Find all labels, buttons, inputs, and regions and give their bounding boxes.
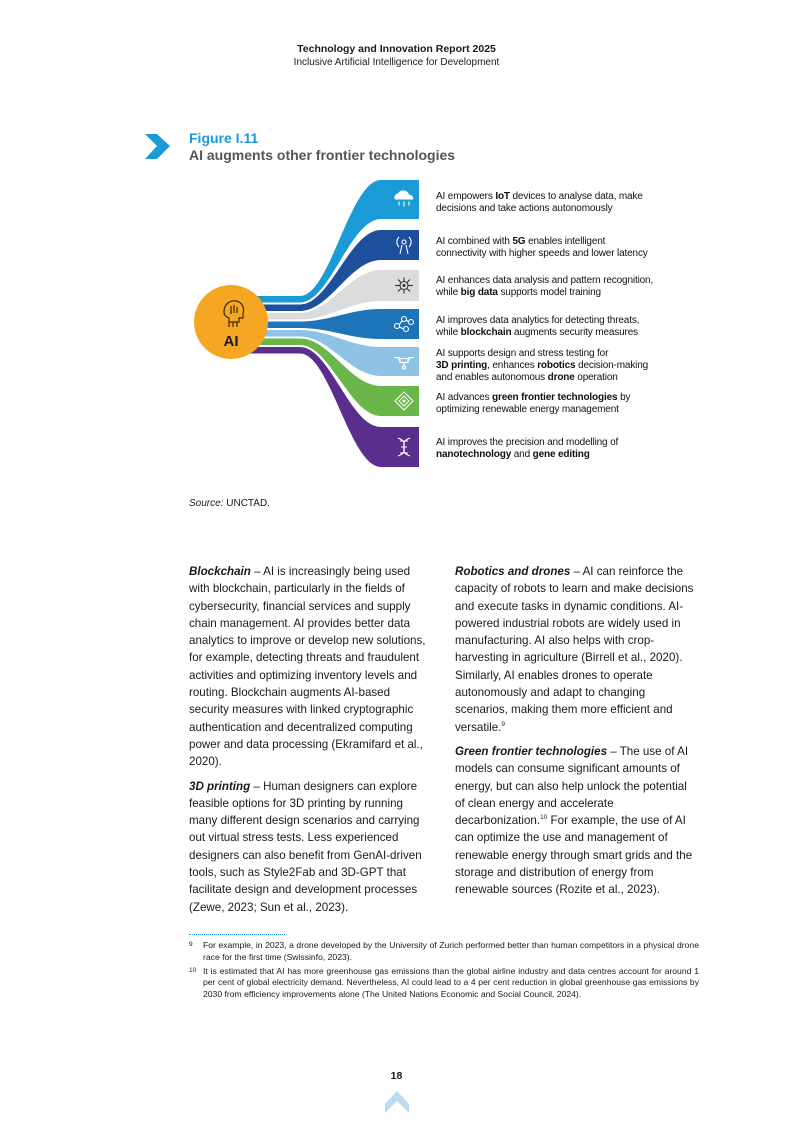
back-to-top-icon[interactable]: [384, 1090, 410, 1114]
tech-text: AI empowers: [436, 191, 496, 202]
page-number: 18: [390, 1070, 403, 1082]
tech-text: AI combined with: [436, 236, 513, 247]
paragraph-text: – AI is increasingly being used with blockchain, particularly in the fields of cybersecurity, financial services and supply chain management. AI provides better data analytics to improve or develop new solutions, for example, detecting threats and fraudulent activities and optimizing inventory levels and routing. Blockchain augments AI-based security measures with linked cryptographic authentication and decentralized computing power and data processing (Ekramifard et al., 2020).: [189, 565, 426, 769]
paragraph-heading: 3D printing: [189, 779, 251, 793]
tech-keyword: green frontier technologies: [492, 392, 618, 403]
tech-text: decisions and take actions autonomously: [436, 203, 613, 214]
footnote-number: 10: [189, 966, 197, 974]
tech-box: [381, 230, 419, 260]
footnote-separator: [189, 934, 285, 935]
tech-text: supports model training: [497, 287, 601, 298]
body-column-right: [455, 563, 697, 906]
figure-source: [189, 498, 270, 509]
source-label: Source:: [189, 498, 224, 509]
report-subtitle: Inclusive Artificial Intelligence for Development: [293, 57, 500, 68]
footnote-ref[interactable]: 10: [540, 814, 548, 822]
footnote: [189, 966, 699, 1001]
paragraph-text: – The use of AI models can consume significant amounts of energy, but can also help unlock the potential of clean energy and accelerate decarbonization.: [455, 744, 689, 828]
tech-box: [381, 427, 419, 467]
tech-description: [436, 348, 686, 384]
tech-text: AI advances: [436, 392, 493, 403]
tech-text: and: [511, 449, 533, 460]
footnote: [189, 940, 699, 964]
paragraph-text: – Human designers can explore feasible options for 3D printing by running many different design scenarios and carrying out virtual stress tests. Less experienced designers can also benefit from GenAI-driven tools, such as Style2Fab and 3D-GPT that facilitate design and development processes (Zewe, 2023; Sun et al., 2023).: [189, 779, 422, 914]
tech-keyword: blockchain: [460, 327, 512, 338]
tech-keyword: gene editing: [532, 449, 590, 460]
tech-keyword: IoT: [495, 191, 510, 202]
footnote-ref[interactable]: 9: [501, 720, 506, 728]
tech-text: augments security measures: [511, 327, 638, 338]
tech-keyword: drone: [547, 372, 575, 383]
source-text: UNCTAD.: [223, 498, 270, 509]
tech-keyword: 3D printing: [436, 360, 488, 371]
tech-text: , enhances: [487, 360, 538, 371]
ai-hub-label: AI: [223, 333, 239, 350]
tech-text: while: [436, 287, 461, 298]
tech-text: operation: [574, 372, 618, 383]
tech-description: [436, 437, 686, 461]
tech-text: decision-making: [575, 360, 649, 371]
figure-label: Figure I.11: [189, 130, 259, 146]
figure-title: AI augments other frontier technologies: [189, 147, 456, 163]
body-paragraph: [455, 743, 697, 899]
tech-keyword: robotics: [537, 360, 576, 371]
tech-text: AI improves data analytics for detecting threats,: [436, 315, 640, 326]
tech-text: connectivity with higher speeds and lower latency: [436, 248, 648, 259]
tech-description: [436, 191, 686, 215]
tech-text: and enables autonomous: [436, 372, 548, 383]
footnote-text: For example, in 2023, a drone developed by the University of Zurich performed better than human competitors in a physical drone race for the first time (Swissinfo, 2023).: [203, 940, 699, 962]
body-column-left: [189, 563, 431, 923]
report-title: Technology and Innovation Report 2025: [297, 43, 496, 55]
tech-keyword: 5G: [512, 236, 526, 247]
tech-text: AI improves the precision and modelling of: [436, 437, 619, 448]
ai-hub: [194, 285, 268, 359]
tech-text: AI supports design and stress testing for: [436, 348, 609, 359]
body-paragraph: [189, 563, 431, 771]
tech-text: by: [617, 392, 631, 403]
tech-text: devices to analyse data, make: [509, 191, 643, 202]
paragraph-text: – AI can reinforce the capacity of robots to learn and make decisions and execute tasks in dynamic conditions. AI-powered industrial robots are widely used in manufacturing. AI also helps with crop-harvesting in agriculture (Birrell et al., 2020). Similarly, AI enables drones to operate autonomously and adapt to changing scenarios, making them more efficient and versatile.: [455, 565, 694, 734]
body-paragraph: [189, 778, 431, 916]
paragraph-text: For example, the use of AI can optimize the use and management of renewable energy through smart grids and the storage and distribution of energy from renewable sources (Rozite et al., 2023).: [455, 814, 693, 897]
footnote-text: It is estimated that AI has more greenhouse gas emissions than the global airline industry and data centres account for around 1 per cent of global electricity demand. Nevertheless, AI could lead to a 4 per cent reduction in global greenhouse gas emissions by 2030 from efficiency improvements alone (The United Nations Economic and Social Council, 2024).: [203, 965, 699, 1000]
tech-text: AI enhances data analysis and pattern recognition,: [436, 275, 654, 286]
body-paragraph: [455, 563, 697, 736]
footnote-number: 9: [189, 941, 193, 948]
paragraph-heading: Green frontier technologies: [455, 744, 608, 758]
tech-text: enables intelligent: [525, 236, 606, 247]
tech-keyword: big data: [460, 287, 498, 298]
tech-text: optimizing renewable energy management: [436, 404, 619, 415]
tech-keyword: nanotechnology: [436, 449, 512, 460]
paragraph-heading: Robotics and drones: [455, 565, 571, 578]
footnotes: [189, 940, 699, 1003]
tech-description: [436, 275, 686, 299]
big-data-icon: [395, 278, 413, 294]
tech-description: [436, 392, 686, 416]
tech-description: [436, 236, 686, 260]
paragraph-heading: Blockchain: [189, 565, 251, 578]
tech-description: [436, 315, 686, 339]
tech-text: while: [436, 327, 461, 338]
